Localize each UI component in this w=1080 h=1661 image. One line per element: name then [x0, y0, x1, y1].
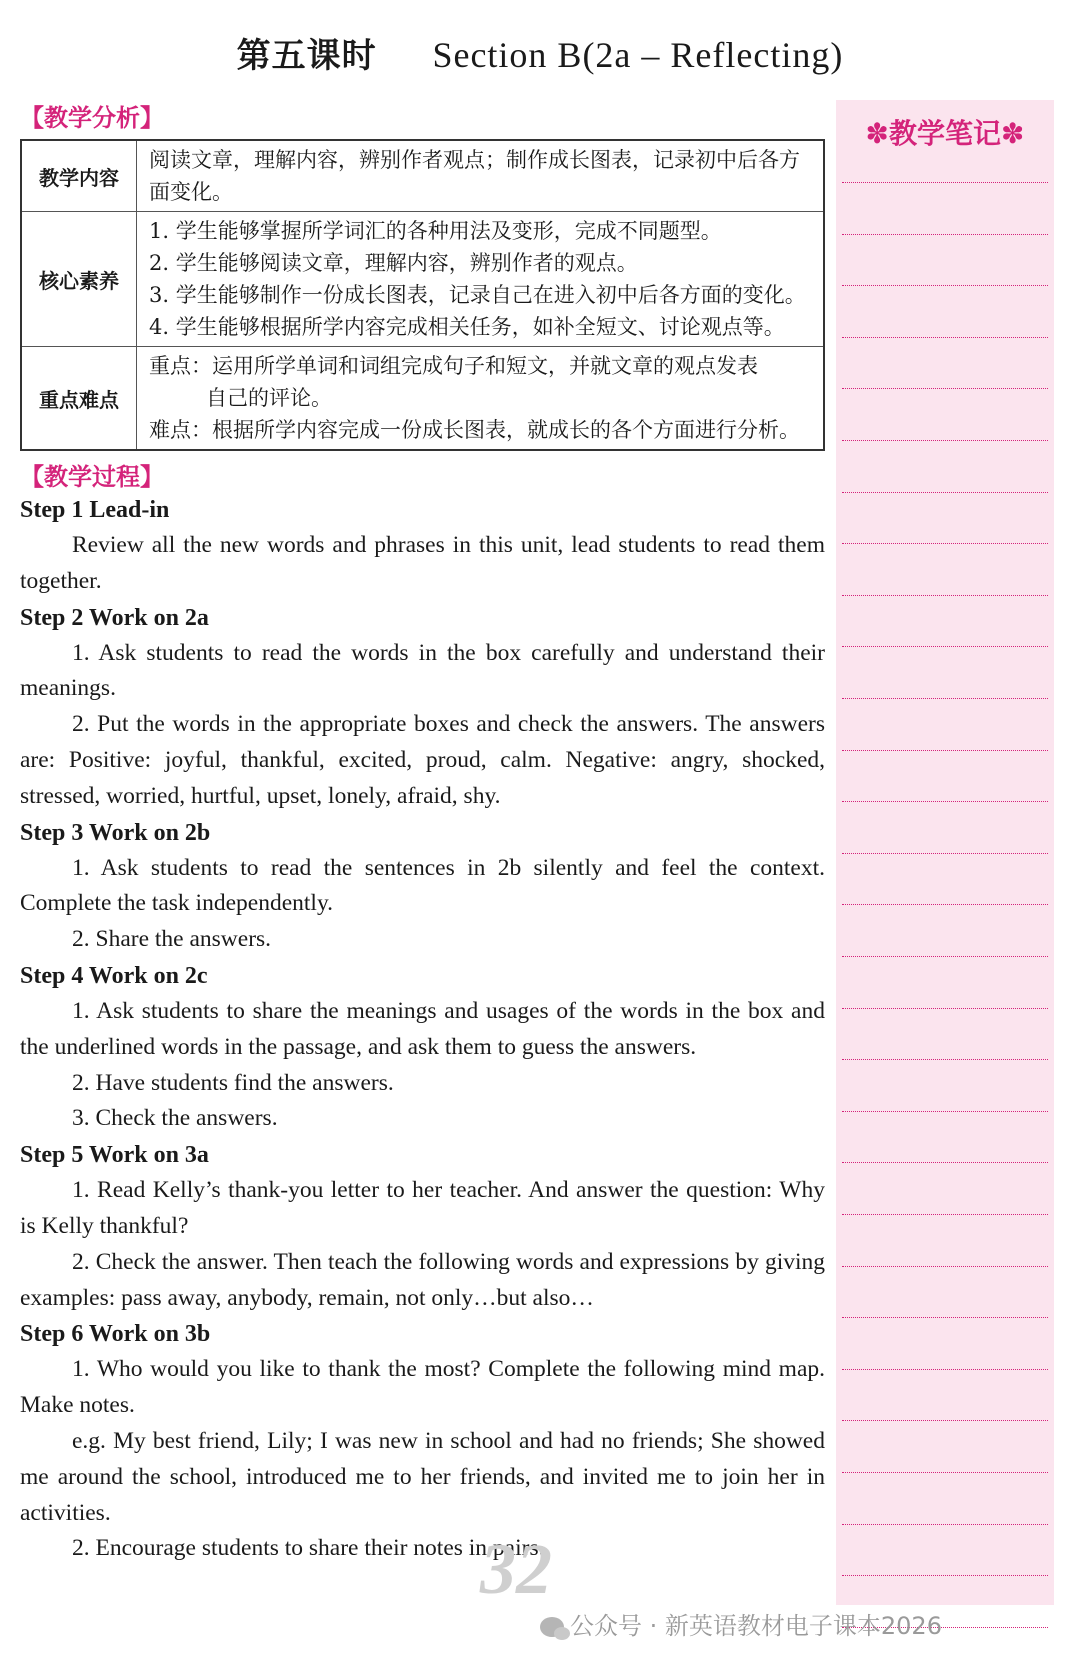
step-paragraph: 2. Have students find the answers.: [72, 1069, 394, 1096]
step-paragraph: Review all the new words and phrases in this unit, lead students to read them together.: [20, 532, 825, 594]
content-line: 难点：根据所学内容完成一份成长图表，就成长的各个方面进行分析。: [149, 418, 800, 442]
content-line: 自己的评论。: [206, 386, 332, 410]
row-content: [137, 212, 825, 347]
content-line: 重点：运用所学单词和词组完成句子和短文，并就文章的观点发表: [149, 354, 758, 378]
note-line: [842, 337, 1048, 338]
content-line: 1. 学生能够掌握所学词汇的各种用法及变形，完成不同题型。: [149, 219, 722, 243]
note-line: [842, 388, 1048, 389]
row-label: 核心素养: [21, 212, 137, 347]
step-paragraph: 1. Ask students to read the sentences in 2b silently and feel the context. Complete the task independently.: [20, 854, 825, 917]
section-label: Section B(2a – Reflecting): [432, 35, 844, 75]
note-line: [842, 1266, 1048, 1267]
note-line: [842, 1162, 1048, 1163]
watermark: [540, 1606, 942, 1641]
note-line: [842, 543, 1048, 544]
row-content: [137, 347, 825, 451]
step-paragraph: 3. Check the answers.: [72, 1105, 278, 1132]
step-title: Step 1 Lead-in: [20, 497, 170, 523]
note-line: [842, 801, 1048, 802]
teaching-notes-panel: [836, 100, 1054, 1605]
main-content: [20, 98, 825, 1567]
analysis-table: [20, 139, 825, 451]
table-row: [21, 212, 824, 347]
step-paragraph: 2. Put the words in the appropriate boxes and check the answers. The answers are: Positive: joyful, thankful, excited, proud, calm. Negative: angry, shocked, stressed, worried, hurtful, upset, lonely, afraid, shy.: [20, 711, 825, 809]
content-line: 4. 学生能够根据所学内容完成相关任务，如补全短文、讨论观点等。: [149, 315, 785, 339]
page-number: 32: [480, 1529, 552, 1609]
note-line: [842, 1369, 1048, 1370]
table-row: [21, 347, 824, 451]
note-line: [842, 904, 1048, 905]
step-paragraph: 1. Ask students to read the words in the box carefully and understand their meanings.: [20, 639, 825, 702]
note-line: [842, 1420, 1048, 1421]
process-section: [20, 457, 825, 1567]
note-line: [842, 853, 1048, 854]
note-line: [842, 285, 1048, 286]
row-label: 重点难点: [21, 347, 137, 451]
page-title: [0, 28, 1080, 77]
note-line: [842, 440, 1048, 441]
step-paragraph: 1. Who would you like to thank the most? Complete the following mind map. Make notes.: [20, 1356, 825, 1419]
note-line: [842, 1317, 1048, 1318]
note-line: [842, 1059, 1048, 1060]
note-line: [842, 956, 1048, 957]
note-line: [842, 182, 1048, 183]
note-line: [842, 492, 1048, 493]
step-title: Step 5 Work on 3a: [20, 1142, 209, 1169]
note-line: [842, 1472, 1048, 1473]
note-line: [842, 1111, 1048, 1112]
note-line: [842, 1214, 1048, 1215]
row-content: [137, 140, 825, 212]
step-paragraph: e.g. My best friend, Lily; I was new in school and had no friends; She showed me around the school, introduced me to her friends, and invited me to join her in activities.: [20, 1427, 825, 1526]
wechat-icon: [540, 1617, 564, 1637]
note-line: [842, 698, 1048, 699]
step-title: Step 3 Work on 2b: [20, 819, 211, 846]
process-heading: 【教学过程】: [20, 463, 164, 491]
step-paragraph: 1. Read Kelly’s thank-you letter to her teacher. And answer the question: Why is Kelly thankful?: [20, 1177, 825, 1239]
note-line: [842, 234, 1048, 235]
watermark-text: 公众号 · 新英语教材电子课本2026: [570, 1612, 942, 1640]
step-paragraph: 2. Check the answer. Then teach the following words and expressions by giving examples: pass away, anybody, remain, not only…but also…: [20, 1248, 825, 1311]
notes-title: ✽教学笔记✽: [865, 117, 1025, 150]
content-line: 阅读文章，理解内容，辨别作者观点；制作成长图表，记录初中后各方面变化。: [149, 148, 800, 204]
note-line: [842, 750, 1048, 751]
row-label: 教学内容: [21, 140, 137, 212]
note-line: [842, 1575, 1048, 1576]
lesson-label: 第五课时: [236, 36, 377, 76]
step-paragraph: 2. Share the answers.: [72, 926, 272, 953]
step-paragraph: 1. Ask students to share the meanings and usages of the words in the box and the underlined words in the passage, and ask them to guess the answers.: [20, 997, 825, 1060]
table-row: [21, 140, 824, 212]
content-line: 2. 学生能够阅读文章，理解内容，辨别作者的观点。: [149, 251, 638, 275]
note-line: [842, 595, 1048, 596]
note-line: [842, 646, 1048, 647]
note-line: [842, 1008, 1048, 1009]
step-title: Step 4 Work on 2c: [20, 962, 208, 989]
analysis-heading: 【教学分析】: [20, 104, 164, 132]
step-paragraph: 2. Encourage students to share their notes in pairs.: [72, 1535, 545, 1562]
note-line: [842, 1524, 1048, 1525]
content-line: 3. 学生能够制作一份成长图表，记录自己在进入初中后各方面的变化。: [149, 283, 806, 307]
step-title: Step 2 Work on 2a: [20, 604, 209, 631]
step-title: Step 6 Work on 3b: [20, 1321, 211, 1348]
